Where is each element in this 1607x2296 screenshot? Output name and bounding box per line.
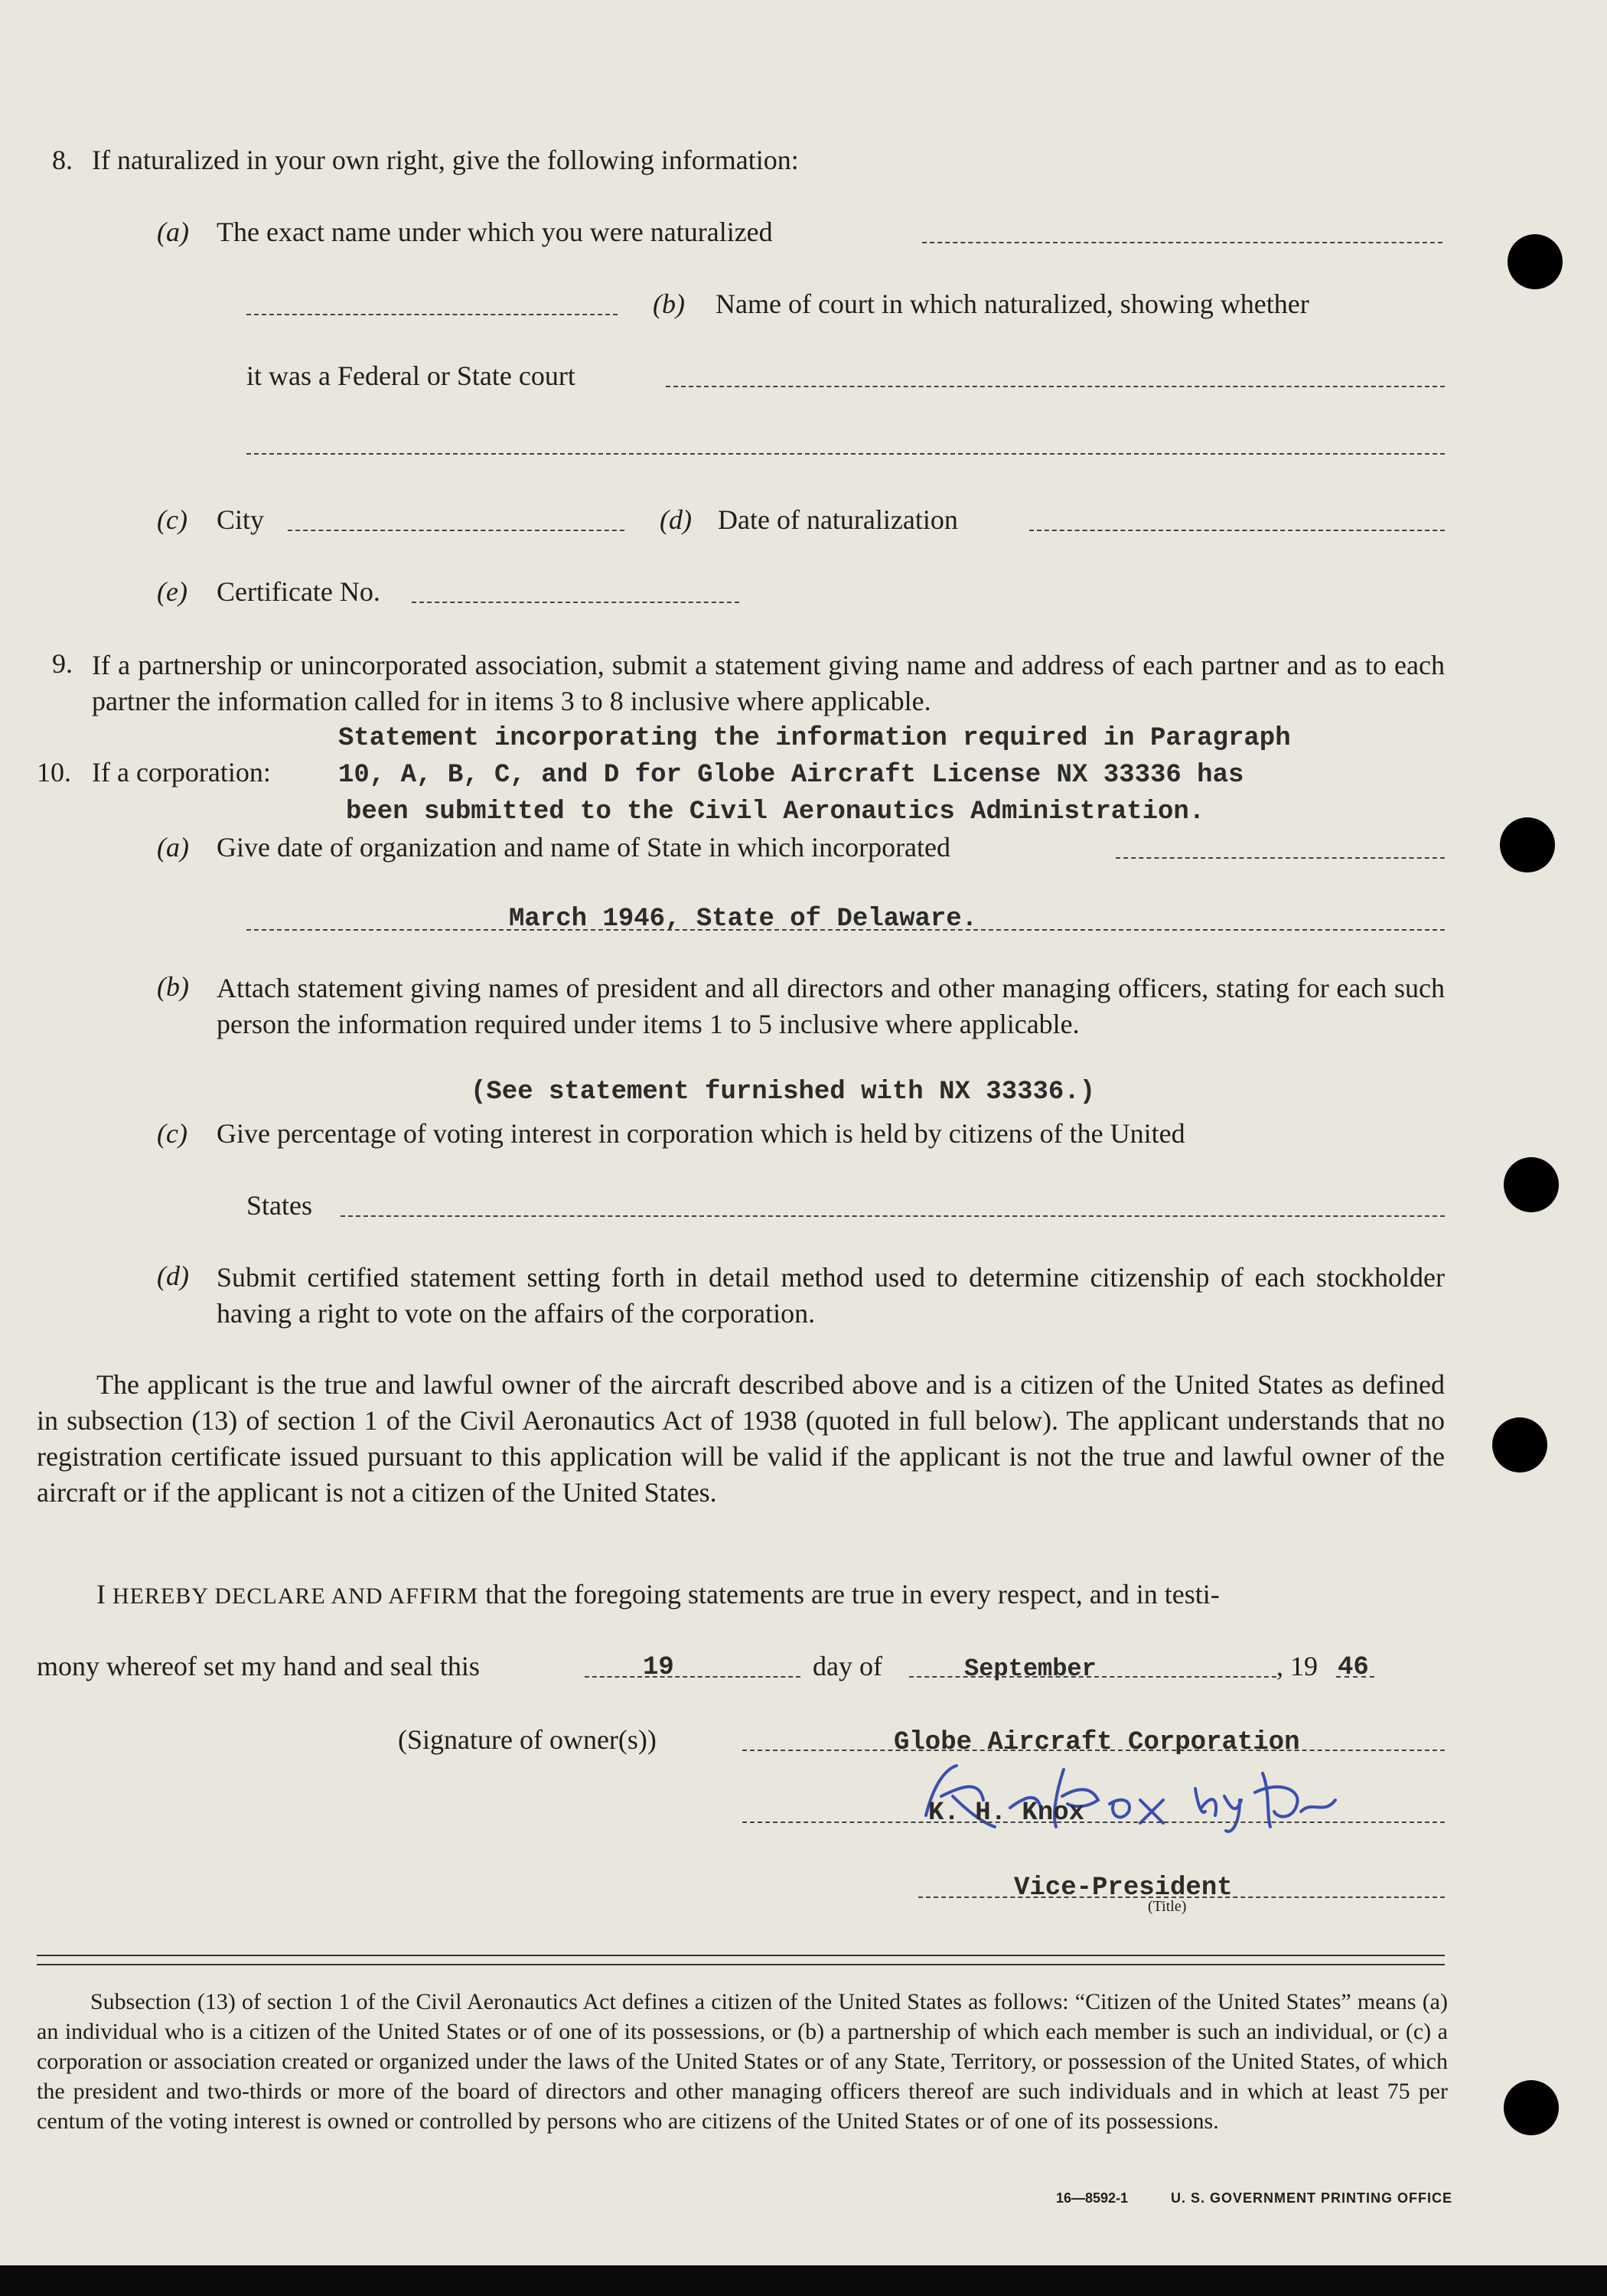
q8b-text: Name of court in which naturalized, showing whether: [715, 289, 1309, 319]
q8c-label: (c): [157, 504, 187, 535]
affirm-cont: mony whereof set my hand and seal this: [37, 1651, 480, 1681]
q10b-text: Attach statement giving names of president and all directors and other managing officers, stating for each such person the information required under items 1 to 5 inclusive where applicable.: [217, 973, 1445, 1039]
q10a-answer-line: [246, 929, 1445, 931]
signer-line: [742, 1821, 1445, 1823]
q9-number: 9.: [52, 648, 73, 679]
q8b-court-field-cont[interactable]: [246, 453, 1445, 455]
q8c-city-field[interactable]: [288, 530, 624, 531]
affirm-lead: I: [96, 1579, 106, 1609]
q8b-cont: it was a Federal or State court: [246, 360, 575, 391]
signature-label: (Signature of owner(s)): [398, 1724, 657, 1755]
punch-hole-5: [1504, 2080, 1559, 2135]
printer-office: U. S. GOVERNMENT PRINTING OFFICE: [1171, 2190, 1453, 2206]
q8e-certificate-field[interactable]: [412, 602, 739, 603]
q10c-percentage-field[interactable]: [341, 1215, 1445, 1217]
q10d-text: Submit certified statement setting forth in detail method used to determine citizenship of each stockholder having a right to vote on the affairs of the corporation.: [217, 1262, 1445, 1329]
q10a-label: (a): [157, 832, 189, 863]
footnote-text: Subsection (13) of section 1 of the Civil Aeronautics Act defines a citizen of the United States as follows: “Citizen of the United States” means (a) an individual who is a citizen of the United States or of one of its possessions, or (b) a partnership of which each member is such an individual, or (c) a corporation or association created or organized under the laws of the United States or of any State, Territory, or possession of the United States, of which the president and two-thirds or more of the board of directors and other managing officers thereof are such individuals and in which at least 75 per centum of the voting interest is owned or controlled by persons who are citizens of the United States or of one of its possessions.: [37, 1989, 1448, 2134]
q8-prompt: If naturalized in your own right, give the following information:: [92, 145, 799, 175]
q10c-label: (c): [157, 1118, 187, 1149]
affirm-caps: HEREBY DECLARE AND AFFIRM: [112, 1583, 479, 1609]
punch-hole-1: [1508, 234, 1563, 289]
q8a-name-field-cont[interactable]: [246, 314, 618, 315]
day-of-label: day of: [813, 1651, 882, 1681]
day-value[interactable]: 19: [643, 1653, 674, 1682]
separator-rule: [37, 1955, 1445, 1965]
q10a-answer[interactable]: March 1946, State of Delaware.: [509, 905, 978, 934]
q10-typed-line-2: 10, A, B, C, and D for Globe Aircraft License NX 33336 has: [338, 761, 1244, 790]
q10a-text: Give date of organization and name of State in which incorporated: [217, 832, 951, 863]
affirm-rest: that the foregoing statements are true in every respect, and in testi-: [485, 1579, 1220, 1609]
q10-typed-line-3: been submitted to the Civil Aeronautics Administration.: [346, 797, 1205, 827]
q10c-cont: States: [246, 1190, 312, 1221]
q8a-label: (a): [157, 217, 189, 247]
q8d-date-field[interactable]: [1029, 530, 1445, 531]
title-value[interactable]: Vice-President: [1014, 1874, 1233, 1903]
q10-prompt: If a corporation:: [92, 757, 271, 788]
q8c-text: City: [217, 504, 265, 535]
punch-hole-3: [1504, 1157, 1559, 1212]
signer-name[interactable]: K. H. Knox: [928, 1799, 1085, 1828]
q10a-field[interactable]: [1116, 857, 1445, 859]
q8e-text: Certificate No.: [217, 576, 380, 607]
q10c-text: Give percentage of voting interest in corporation which is held by citizens of the United: [217, 1118, 1185, 1149]
q10b-answer: (See statement furnished with NX 33336.): [471, 1078, 1096, 1107]
q9-text: If a partnership or unincorporated association, submit a statement giving name and address of each partner and as to each partner the information called for in items 3 to 8 inclusive where applicable.: [92, 650, 1445, 716]
affirmation-line: [96, 1578, 1220, 1610]
year-prefix: , 19: [1276, 1651, 1318, 1681]
day-field-line: [585, 1676, 800, 1678]
punch-hole-2: [1500, 817, 1555, 872]
q10d-label: (d): [157, 1261, 189, 1291]
q8b-court-field[interactable]: [666, 386, 1445, 387]
year-value[interactable]: 46: [1338, 1653, 1369, 1682]
punch-hole-4: [1492, 1417, 1547, 1473]
month-value[interactable]: September: [964, 1655, 1097, 1683]
q8a-name-field[interactable]: [922, 242, 1442, 243]
q8e-label: (e): [157, 576, 187, 607]
scan-bottom-edge: [0, 2265, 1607, 2296]
q8-number: 8.: [52, 145, 73, 175]
q8d-label: (d): [660, 504, 692, 535]
q8d-text: Date of naturalization: [718, 504, 958, 535]
printer-code: 16—8592-1: [1056, 2190, 1129, 2206]
title-label: (Title): [1148, 1898, 1187, 1915]
q10-typed-line-1: Statement incorporating the information required in Paragraph: [338, 724, 1291, 753]
q8b-label: (b): [653, 289, 685, 319]
q10-number: 10.: [37, 757, 71, 788]
signature-company[interactable]: Globe Aircraft Corporation: [894, 1728, 1300, 1757]
q8a-text: The exact name under which you were naturalized: [217, 217, 773, 247]
declaration-paragraph: The applicant is the true and lawful owner of the aircraft described above and is a citizen of the United States as defined in subsection (13) of section 1 of the Civil Aeronautics Act of 1938 (quoted in full below). The applicant understands that no registration certificate issued pursuant to this application will be valid if the applicant is not the true and lawful owner of the aircraft or if the applicant is not a citizen of the United States.: [37, 1369, 1445, 1508]
q10b-label: (b): [157, 971, 189, 1002]
